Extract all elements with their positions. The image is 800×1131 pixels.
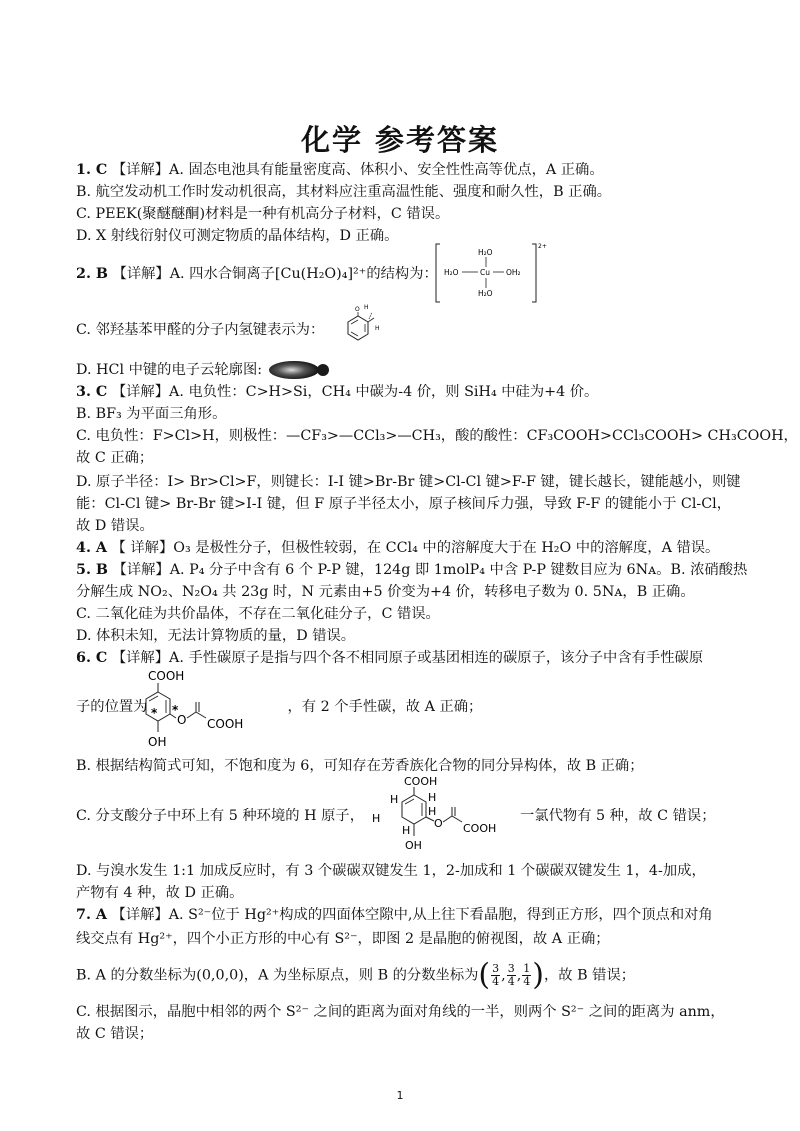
salicyl-h-atom: H: [364, 304, 369, 311]
q7-text-1: 【详解】A. S²⁻位于 Hg²⁺构成的四面体空隙中,从上往下看晶胞，得到正方形，四个顶点和对角: [111, 907, 713, 923]
q3-line-7: 故 D 错误。: [76, 518, 154, 534]
q1-line-1: [76, 160, 604, 180]
chiral-star-2: *: [172, 703, 179, 717]
q6-text-2a: 子的位置为: [76, 699, 148, 715]
q3-line-2: B. BF₃ 为平面三角形。: [76, 406, 227, 422]
q3-line-5: D. 原子半径：I> Br>Cl>F，则键长：I-I 键>Br-Br 键>Cl-Cl 键>F-F 键，键长越长，键能越小，则键: [76, 474, 741, 490]
mol-oh: OH: [148, 735, 167, 749]
q7-answer: 7. A: [76, 907, 107, 923]
q6-text-1: 【详解】A. 手性碳原子是指与四个各不相同原子或基团相连的碳原子，该分子中含有手性碳原: [111, 650, 704, 666]
mol-cooh-right: COOH: [207, 717, 244, 731]
q7-text-3c: ，故 B 错误；: [543, 967, 636, 984]
mol-ether-o: O: [177, 713, 187, 727]
q5-answer: 5. B: [76, 562, 108, 578]
q1-line-3: C. PEEK(聚醚醚酮)材料是一种有机高分子材料，C 错误。: [76, 206, 450, 222]
q1-line-4: D. X 射线衍射仪可测定物质的晶体结构，D 正确。: [76, 228, 399, 244]
q3-line-3: C. 电负性：F>Cl>H，则极性：—CF₃>—CCl₃>—CH₃，酸的酸性：CF₃COOH>CCl₃COOH> CH₃COOH，: [76, 428, 798, 444]
q6-text-4a: C. 分支酸分子中环上有 5 种环境的 H 原子，: [76, 808, 365, 824]
q7-line-1: [76, 905, 713, 925]
q7-line-5: 故 C 错误；: [76, 1026, 154, 1042]
q6-line-6: 产物有 4 种，故 D 正确。: [76, 885, 244, 901]
q5-line-2: 分解生成 NO₂、N₂O₄ 共 23g 时，N 元素由+5 价变为+4 价，转移电子数为 0. 5Nᴀ，B 正确。: [76, 584, 695, 600]
mol2-ether-o: O: [434, 817, 443, 830]
q3-answer: 3. C: [76, 384, 108, 400]
h-label-2: H: [428, 805, 437, 818]
cu-charge: 2+: [538, 243, 547, 250]
salicylaldehyde-structure: [336, 304, 386, 354]
q5-line-3: C. 二氧化硅为共价晶体，不存在二氧化硅分子，C 错误。: [76, 606, 440, 622]
frac-y: $\frac{3}{4}$: [507, 962, 515, 988]
cu-center-atom: Cu: [480, 268, 490, 277]
q1-answer: 1. C: [76, 162, 108, 178]
page-title: 化学 参考答案: [300, 123, 500, 157]
q7-text-3b: ，A 为坐标原点，则 B 的分数坐标为: [243, 967, 479, 984]
q3-line-1: [76, 382, 598, 402]
hcl-electron-cloud: [268, 358, 332, 382]
q3-text-1: 【详解】A. 电负性：C>H>Si，CH₄ 中碳为-4 价，则 SiH₄ 中硅为+4 价。: [111, 384, 599, 400]
q6-answer: 6. C: [76, 650, 108, 666]
q7-text-3a: B. A 的分数坐标为: [76, 967, 197, 984]
q7-line-4: C. 根据图示，晶胞中相邻的两个 S²⁻ 之间的距离为面对角线的一半，则两个 S²⁻ 之间的距离为 anm，: [76, 1004, 725, 1020]
q3-line-4: 故 C 正确；: [76, 450, 154, 466]
chorismic-acid-h-environments: [368, 774, 514, 854]
h-label-5: H: [402, 824, 411, 837]
q4-answer: 4. A: [76, 540, 107, 556]
h-label-1: H: [428, 791, 437, 804]
q2-line-3: D. HCl 中键的电子云轮廓图:: [76, 362, 263, 378]
q4-text-1: 【 详解】O₃ 是极性分子，但极性较弱，在 CCl₄ 中的溶解度大于在 H₂O 中的溶解度，A 错误。: [111, 540, 720, 556]
coord-a: (0,0,0): [196, 967, 244, 984]
cu-ligand-left: H₂O: [444, 268, 459, 277]
q5-line-1: [76, 560, 747, 580]
paren-close: ): [532, 957, 544, 993]
paren-open: (: [478, 957, 491, 993]
q6-line-2: [76, 697, 482, 717]
q4-line-1: [76, 538, 719, 558]
q2-line-2: C. 邻羟基苯甲醛的分子内氢键表示为：: [76, 322, 325, 338]
mol-cooh-top: COOH: [148, 669, 185, 683]
q1-text-1: 【详解】A. 固态电池具有能量密度高、体积小、安全性性高等优点，A 正确。: [111, 162, 604, 178]
cu-ligand-bottom: H₂O: [478, 289, 493, 298]
q1-line-2: B. 航空发动机工作时发动机很高，其材料应注重高温性能、强度和耐久性，B 正确。: [76, 184, 612, 200]
salicyl-o-atom: O: [355, 306, 360, 313]
frac-z: $\frac{1}{4}$: [523, 962, 531, 988]
q7-line-3: B. A 的分数坐标为(0,0,0)，A 为坐标原点，则 B 的分数坐标为( $\frac{3}{4}$ , $\frac{3}{4}$ , $\frac{1}{4}$ )，故 B 错误；: [76, 957, 636, 993]
cu-ligand-top: H₂O: [478, 248, 493, 257]
mol2-cooh-top: COOH: [404, 775, 438, 788]
frac-x: $\frac{3}{4}$: [492, 962, 500, 988]
q6-line-5: D. 与溴水发生 1:1 加成反应时，有 3 个碳碳双键发生 1，2-加成和 1 个碳碳双键发生 1，4-加成，: [76, 863, 706, 879]
h-label-3: H: [390, 793, 399, 806]
chiral-star-1: *: [151, 706, 158, 720]
h-label-4: H: [372, 812, 381, 825]
q3-line-6: 能：Cl-Cl 键> Br-Br 键>I-I 键，但 F 原子半径太小，原子核间斥力强，导致 F-F 的键能小于 Cl-Cl，: [76, 496, 732, 512]
q5-text-1: 【详解】A. P₄ 分子中含有 6 个 P-P 键，124g 即 1molP₄ 中含 P-P 键数目应为 6Nᴀ。B. 浓硝酸热: [112, 562, 748, 578]
q5-line-4: D. 体积未知，无法计算物质的量，D 错误。: [76, 628, 356, 644]
cu-ligand-right: OH₂: [506, 268, 521, 277]
salicyl-ald-h-atom: H: [375, 325, 380, 332]
cu-complex-structure: [436, 240, 546, 306]
q7-line-2: 线交点有 Hg²⁺，四个小正方形的中心有 S²⁻，即图 2 是晶胞的俯视图，故 A 正确；: [76, 931, 610, 947]
mol2-cooh-right: COOH: [463, 822, 497, 835]
q6-line-1: [76, 648, 703, 668]
q2-text-1: 【详解】A. 四水合铜离子[Cu(H₂O)₄]²⁺的结构为：: [112, 266, 438, 282]
q6-text-4b: 一氯代物有 5 种，故 C 错误；: [520, 808, 716, 824]
mol2-oh: OH: [405, 839, 422, 852]
q6-line-3: B. 根据结构简式可知，不饱和度为 6，可知存在芳香族化合物的同分异构体，故 B 正确；: [76, 758, 644, 774]
q6-text-2b: ，有 2 个手性碳，故 A 正确；: [287, 699, 483, 715]
q2-answer: 2. B: [76, 266, 108, 282]
q2-line-1: [76, 264, 438, 284]
page-number: 1: [396, 1089, 404, 1102]
